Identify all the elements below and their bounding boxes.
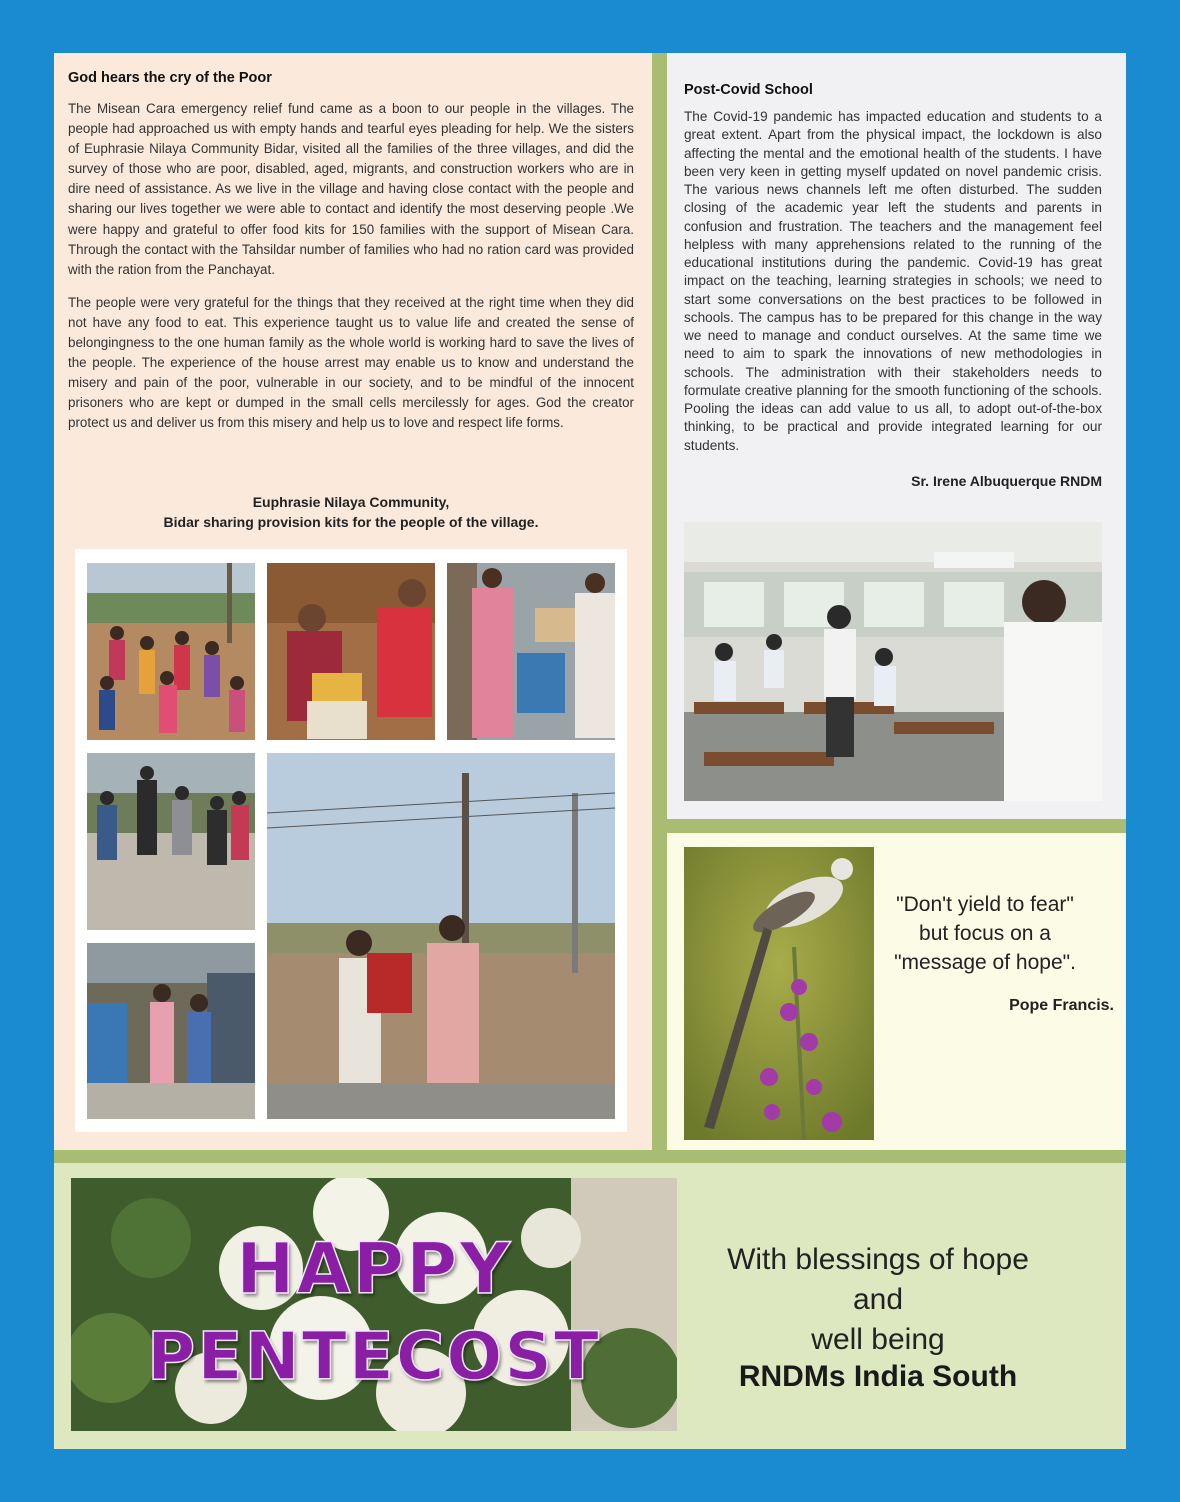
blessing-line-1: With blessings of hope (727, 1243, 1029, 1276)
photo-kit-handover-indoor (267, 563, 435, 740)
left-article-paragraph-1: The Misean Cara emergency relief fund came as a boon to our people in the villages. The people had approached us with empty hands and tearful eyes pleading for help. We the sisters of Euphrasie Nilaya Community Bidar, visited all the families of the three villages, and did the survey of those who are poor, disabled, aged, migrants, and construction workers who are in dire need of assistance. As we live in the village and having close contact with the people and sharing our lives together we were able to contact and identify the most deserving people .We were happy and grateful to offer food kits for 150 families with the support of Misean Cara. Through the contact with the Tahsildar number of families who had no ration card was provided with the ration from the Panchayat. (68, 101, 634, 277)
photo-crowd-distribution (87, 563, 255, 740)
photo-caption (68, 492, 634, 532)
banner-word-happy: HAPPY (235, 1228, 513, 1310)
pentecost-banner (71, 1178, 677, 1431)
blessing-line-3: well being (811, 1323, 945, 1356)
pope-quote-line-3: "message of hope". (894, 951, 1076, 974)
photo-bird-flower (684, 847, 874, 1140)
right-article-title: Post-Covid School (684, 82, 813, 98)
right-article-signature: Sr. Irene Albuquerque RNDM (911, 473, 1102, 489)
blessing-line-2: and (852, 1283, 904, 1316)
photo-caption-line-2: Bidar sharing provision kits for the people of the village. (163, 514, 539, 530)
left-article-body (68, 99, 634, 447)
pope-quote-line-1: "Don't yield to fear" (896, 893, 1074, 916)
photo-caption-line-1: Euphrasie Nilaya Community, (252, 494, 450, 510)
photo-box-handover (447, 563, 615, 740)
banner-word-pentecost: PENTECOST (147, 1318, 601, 1395)
photo-bags-walkway (87, 753, 255, 930)
left-article-paragraph-2: The people were very grateful for the things that they received at the right time when they did not have any food to eat. This experience taught us to value life and created the sense of belongingness to the one human family as the whole world is working hard to save the lives of the people. The experience of the house arrest may enable us to know and understand the misery and pain of the poor, vulnerable in our society, and to be mindful of the innocent prisoners who are kept or dumped in the small cells mercilessly for ages. God the creator protect us and deliver us from this misery and help us to love and respect life forms. (68, 294, 634, 431)
right-article-body: The Covid-19 pandemic has impacted education and students to a great extent. Apart from the physical impact, the lockdown is also affecting the mental and the emotional health of the students. I have been very keen in getting myself updated on novel pandemic crisis. The various news channels left me often disturbed. The sudden closing of the academic year left the students and parents in confusion and frustration. The teachers and the management feel helpless with many apprehensions related to the running of the educational institutions during the pandemic. Covid-19 has great impact on the teaching, learning strategies in schools; we need to start some conversations on the best practices to be followed in schools. The campus has to be prepared for this change in the way we need to manage and conduct ourselves. At the same time we need to aim to spark the innovations of new methodologies in schools. The administration with their stakeholders needs to formulate creative planning for the smooth functioning of the schools. Pooling the ideas can add value to us all, to adopt out-of-the-box thinking, to be practical and provide integrated learning for our students. (684, 109, 1102, 453)
blessing-organization: RNDMs India South (738, 1360, 1018, 1393)
photo-kit-at-house (87, 943, 255, 1119)
blessing-message (700, 1240, 1056, 1360)
quote-author: Pope Francis. (1009, 997, 1114, 1014)
pope-quote-line-2: but focus on a (919, 922, 1051, 945)
photo-classroom (684, 522, 1102, 801)
photo-kit-handover-field (267, 753, 615, 1119)
left-article-title: God hears the cry of the Poor (68, 70, 272, 86)
pope-quote (880, 890, 1090, 977)
